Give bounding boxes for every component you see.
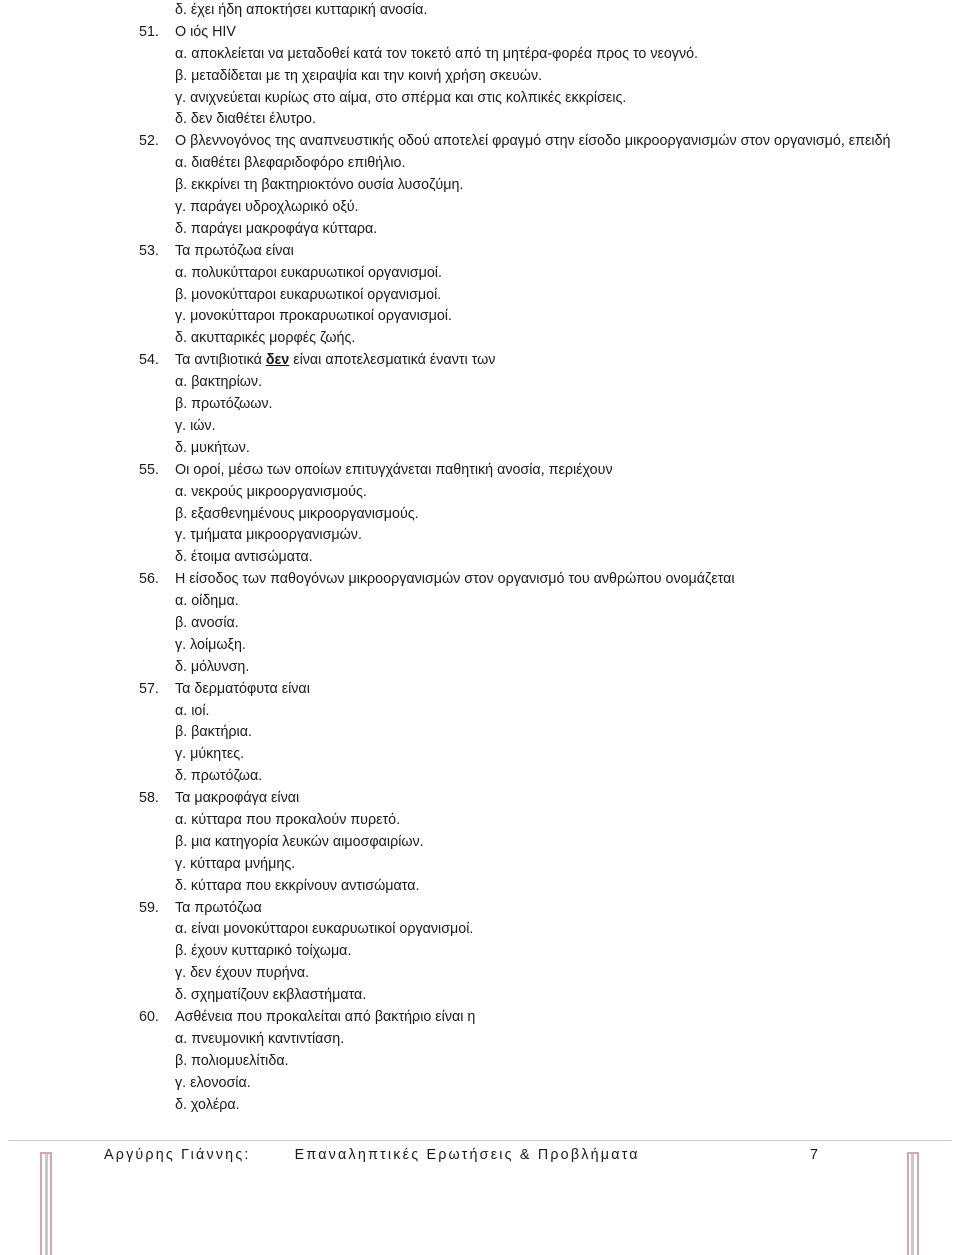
- question-text: Οι οροί, μέσω των οποίων επιτυγχάνεται παθητική ανοσία, περιέχουν: [175, 461, 613, 478]
- question-text: Τα μακροφάγα είναι: [175, 790, 300, 807]
- option-54-c: γ. ιών.: [175, 417, 216, 434]
- question-text: Η είσοδος των παθογόνων μικροοργανισμών στον οργανισμό του ανθρώπου ονομάζεται: [175, 571, 735, 588]
- page-footer: [104, 1144, 844, 1166]
- option-52-d: δ. παράγει μακροφάγα κύτταρα.: [175, 220, 378, 237]
- option-56-a: α. οίδημα.: [175, 593, 239, 610]
- question-text-emphasis: δεν: [265, 352, 290, 369]
- option-57-d: δ. πρωτόζωα.: [175, 768, 263, 785]
- question-text: Τα πρωτόζωα είναι: [175, 242, 294, 259]
- page-number: 7: [810, 1147, 818, 1163]
- question-text: Τα δερματόφυτα είναι: [175, 680, 310, 697]
- option-52-b: β. εκκρίνει τη βακτηριοκτόνο ουσία λυσοζύμη.: [175, 177, 464, 194]
- option-56-d: δ. μόλυνση.: [175, 658, 250, 675]
- option-58-c: γ. κύτταρα μνήμης.: [175, 855, 296, 872]
- option-59-c: γ. δεν έχουν πυρήνα.: [175, 965, 310, 982]
- option-53-c: γ. μονοκύτταροι προκαρυωτικοί οργανισμοί.: [175, 308, 452, 325]
- question-number: 53.: [139, 242, 159, 259]
- question-59: [0, 898, 960, 920]
- option-54-b: β. πρωτόζωων.: [175, 396, 273, 413]
- footer-title: Επαναληπτικές Ερωτήσεις & Προβλήματα: [294, 1147, 640, 1163]
- question-text: Ασθένεια που προκαλείται από βακτήριο είναι η: [175, 1008, 476, 1025]
- option-56-b: β. ανοσία.: [175, 614, 239, 631]
- question-number: 58.: [139, 790, 159, 807]
- intro-option-line: δ. έχει ήδη αποκτήσει κυτταρική ανοσία.: [175, 2, 428, 18]
- option-60-c: γ. ελονοσία.: [175, 1074, 251, 1091]
- option-59-b: β. έχουν κυτταρικό τοίχωμα.: [175, 943, 352, 960]
- footer-divider: [8, 1140, 952, 1141]
- option-57-c: γ. μύκητες.: [175, 746, 245, 763]
- option-59-d: δ. σχηματίζουν εκβλαστήματα.: [175, 987, 367, 1004]
- question-60: [0, 1007, 960, 1029]
- right-page-decoration: [907, 1152, 919, 1255]
- option-51-c: γ. ανιχνεύεται κυρίως στο αίμα, στο σπέρμα και στις κολπικές εκκρίσεις.: [175, 89, 627, 106]
- question-number: 54.: [139, 352, 159, 369]
- option-55-a: α. νεκρούς μικροοργανισμούς.: [175, 483, 367, 500]
- option-53-a: α. πολυκύτταροι ευκαρυωτικοί οργανισμοί.: [175, 264, 442, 281]
- option-51-a: α. αποκλείεται να μεταδοθεί κατά τον τοκετό από τη μητέρα-φορέα προς το νεογνό.: [175, 45, 699, 62]
- question-58: [0, 788, 960, 810]
- question-55: [0, 460, 960, 482]
- question-number: 60.: [139, 1008, 159, 1025]
- question-number: 55.: [139, 461, 159, 478]
- option-52-c: γ. παράγει υδροχλωρικό οξύ.: [175, 199, 359, 216]
- question-number: 51.: [139, 23, 159, 40]
- option-56-c: γ. λοίμωξη.: [175, 636, 246, 653]
- option-55-c: γ. τμήματα μικροοργανισμών.: [175, 527, 362, 544]
- option-60-a: α. πνευμονική καντιντίαση.: [175, 1030, 345, 1047]
- option-51-b: β. μεταδίδεται με τη χειραψία και την κοινή χρήση σκευών.: [175, 67, 543, 84]
- option-53-d: δ. ακυτταρικές μορφές ζωής.: [175, 330, 356, 347]
- option-55-b: β. εξασθενημένους μικροοργανισμούς.: [175, 505, 419, 522]
- option-55-d: δ. έτοιμα αντισώματα.: [175, 549, 313, 566]
- left-page-decoration: [40, 1152, 52, 1255]
- question-text: Τα πρωτόζωα: [175, 899, 262, 916]
- question-57: [0, 679, 960, 701]
- question-number: 59.: [139, 899, 159, 916]
- question-53: [0, 241, 960, 263]
- question-51: [0, 22, 960, 44]
- option-58-a: α. κύτταρα που προκαλούν πυρετό.: [175, 811, 401, 828]
- question-number: 52.: [139, 133, 159, 150]
- option-58-d: δ. κύτταρα που εκκρίνουν αντισώματα.: [175, 877, 420, 894]
- option-59-a: α. είναι μονοκύτταροι ευκαρυωτικοί οργανισμοί.: [175, 921, 474, 938]
- question-text-after: είναι αποτελεσματικά έναντι των: [289, 352, 496, 369]
- question-text: Ο βλεννογόνος της αναπνευστικής οδού αποτελεί φραγμό στην είσοδο μικροοργανισμών στον οργανισμό, επειδή: [175, 133, 891, 150]
- option-60-d: δ. χολέρα.: [175, 1096, 240, 1113]
- question-52: [0, 131, 960, 153]
- option-52-a: α. διαθέτει βλεφαριδοφόρο επιθήλιο.: [175, 155, 406, 172]
- question-text: Ο ιός HIV: [175, 23, 236, 40]
- option-51-d: δ. δεν διαθέτει έλυτρο.: [175, 111, 316, 128]
- option-58-b: β. μια κατηγορία λευκών αιμοσφαιρίων.: [175, 833, 424, 850]
- option-54-a: α. βακτηρίων.: [175, 374, 263, 391]
- option-57-b: β. βακτήρια.: [175, 724, 252, 741]
- question-number: 57.: [139, 680, 159, 697]
- footer-author: Αργύρης Γιάννης:: [104, 1147, 251, 1163]
- question-56: [0, 569, 960, 591]
- option-54-d: δ. μυκήτων.: [175, 439, 250, 456]
- question-number: 56.: [139, 571, 159, 588]
- option-53-b: β. μονοκύτταροι ευκαρυωτικοί οργανισμοί.: [175, 286, 442, 303]
- option-57-a: α. ιοί.: [175, 702, 210, 719]
- question-54: [0, 350, 960, 372]
- option-60-b: β. πολιομυελίτιδα.: [175, 1052, 289, 1069]
- question-text-before: Τα αντιβιοτικά: [175, 352, 266, 369]
